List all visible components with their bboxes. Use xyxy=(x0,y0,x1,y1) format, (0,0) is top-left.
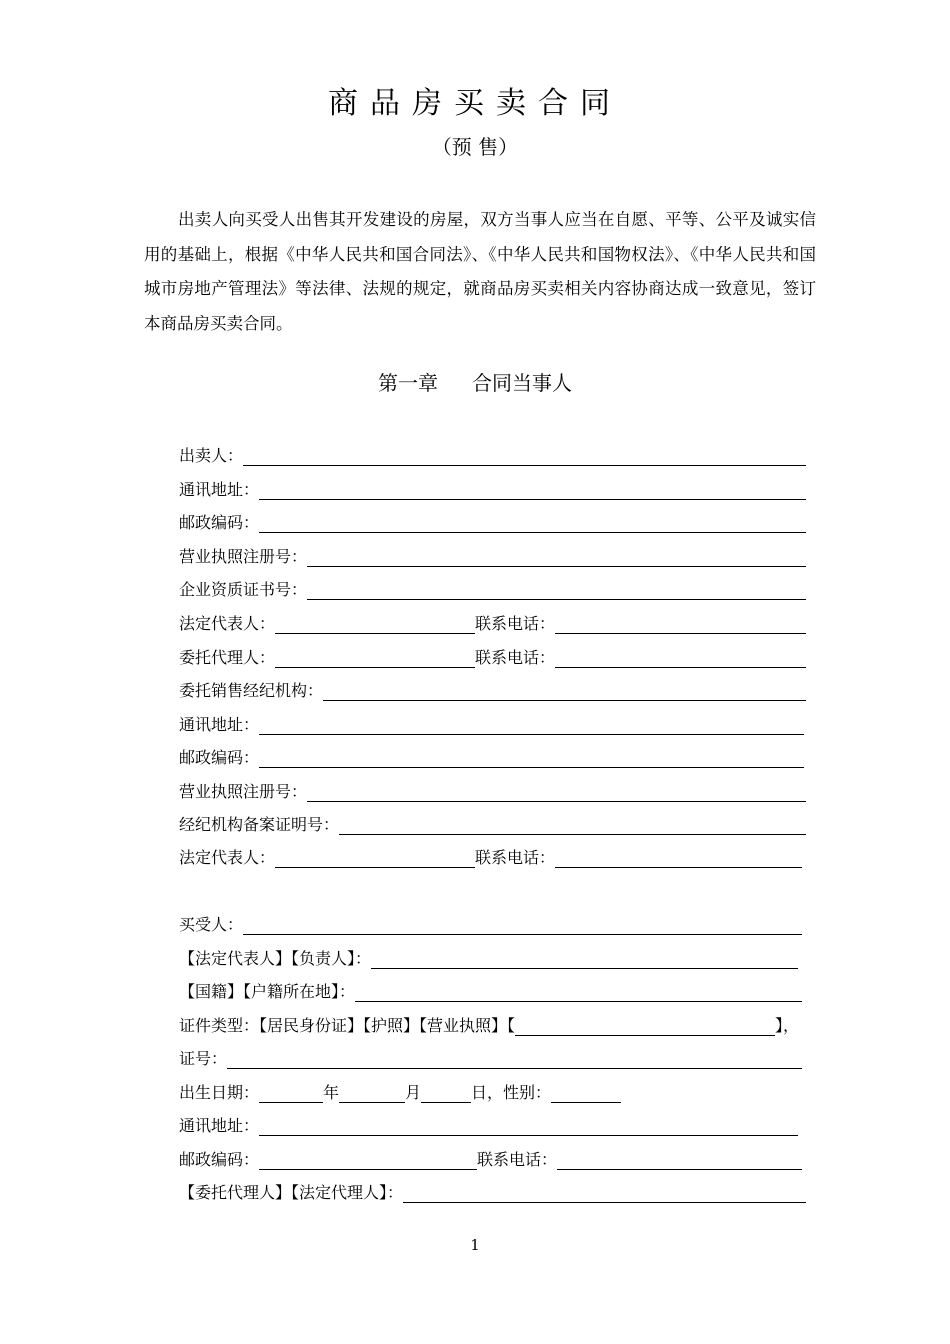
chapter-name: 合同当事人 xyxy=(472,371,572,395)
seller-postcode-label: 邮政编码： xyxy=(179,513,260,532)
page-title: 商品房买卖合同 xyxy=(328,86,622,121)
buyer-birth-row xyxy=(179,1081,621,1103)
broker-license-blank[interactable] xyxy=(307,783,806,802)
broker-blank[interactable] xyxy=(323,682,806,701)
seller-legal-rep-phone-label: 联系电话： xyxy=(475,614,556,633)
buyer-id-type-row xyxy=(179,1014,799,1036)
seller-address-label: 通讯地址： xyxy=(179,480,260,499)
birth-day-blank[interactable] xyxy=(421,1084,471,1103)
buyer-address-row xyxy=(179,1114,798,1136)
broker-legal-rep-blank[interactable] xyxy=(275,849,475,868)
seller-agent-phone-label: 联系电话： xyxy=(475,648,556,667)
seller-legal-rep-row xyxy=(179,612,806,634)
buyer-id-no-row xyxy=(179,1047,802,1069)
intro-paragraph: 出卖人向买受人出售其开发建设的房屋，双方当事人应当在自愿、平等、公平及诚实信用的基础上，根据《中华人民共和国合同法》、《中华人民共和国物权法》、《中华人民共和国城市房地产管理法》等法律、法规的规定，就商品房买卖相关内容协商达成一致意见，签订本商品房买卖合同。 xyxy=(144,210,816,333)
buyer-blank[interactable] xyxy=(243,916,802,935)
seller-qualification-row xyxy=(179,578,806,600)
buyer-birth-label: 出生日期： xyxy=(179,1083,260,1102)
broker-address-row xyxy=(179,713,804,735)
buyer-address-blank[interactable] xyxy=(259,1117,798,1136)
seller-agent-blank[interactable] xyxy=(275,649,475,668)
seller-qualification-label: 企业资质证书号： xyxy=(179,580,308,599)
seller-postcode-blank[interactable] xyxy=(259,514,806,533)
buyer-id-no-blank[interactable] xyxy=(227,1050,802,1069)
seller-agent-phone-blank[interactable] xyxy=(555,649,806,668)
birth-month-label: 月 xyxy=(405,1083,422,1102)
birth-year-label: 年 xyxy=(323,1083,340,1102)
buyer-id-type-end: 】， xyxy=(774,1016,799,1035)
buyer-id-type-label: 证件类型：【居民身份证】【护照】【营业执照】【 xyxy=(179,1016,516,1035)
seller-postcode-row xyxy=(179,511,806,533)
buyer-id-type-blank[interactable] xyxy=(515,1017,775,1036)
page-number: 1 xyxy=(470,1236,480,1254)
broker-row xyxy=(179,679,806,701)
broker-postcode-blank[interactable] xyxy=(259,749,804,768)
seller-license-blank[interactable] xyxy=(307,548,806,567)
seller-license-label: 营业执照注册号： xyxy=(179,547,308,566)
broker-legal-rep-label: 法定代表人： xyxy=(179,848,276,867)
page-subtitle: （预 售） xyxy=(431,135,519,159)
seller-legal-rep-blank[interactable] xyxy=(275,615,475,634)
buyer-phone-blank[interactable] xyxy=(557,1151,802,1170)
buyer-rep-label: 【法定代表人】【负责人】： xyxy=(179,949,372,968)
birth-year-blank[interactable] xyxy=(259,1084,323,1103)
buyer-label: 买受人： xyxy=(179,915,244,934)
seller-agent-row xyxy=(179,646,806,668)
seller-license-row xyxy=(179,545,806,567)
buyer-nationality-label: 【国籍】【户籍所在地】： xyxy=(179,982,356,1001)
seller-row xyxy=(179,444,806,466)
buyer-rep-blank[interactable] xyxy=(371,950,798,969)
chapter-number: 第一章 xyxy=(378,371,438,395)
broker-filing-blank[interactable] xyxy=(339,816,806,835)
seller-address-row xyxy=(179,478,806,500)
buyer-agent-label: 【委托代理人】【法定代理人】： xyxy=(179,1183,404,1202)
broker-legal-rep-phone-label: 联系电话： xyxy=(475,848,556,867)
buyer-phone-label: 联系电话： xyxy=(477,1150,558,1169)
broker-license-row xyxy=(179,780,806,802)
broker-address-label: 通讯地址： xyxy=(179,715,260,734)
gender-blank[interactable] xyxy=(551,1084,621,1103)
buyer-postcode-label: 邮政编码： xyxy=(179,1150,260,1169)
broker-postcode-label: 邮政编码： xyxy=(179,748,260,767)
broker-label: 委托销售经纪机构： xyxy=(179,681,324,700)
buyer-postcode-row xyxy=(179,1148,802,1170)
broker-license-label: 营业执照注册号： xyxy=(179,782,308,801)
broker-address-blank[interactable] xyxy=(259,716,804,735)
seller-address-blank[interactable] xyxy=(259,481,806,500)
broker-postcode-row xyxy=(179,746,804,768)
buyer-nationality-row xyxy=(179,980,802,1002)
buyer-postcode-blank[interactable] xyxy=(259,1151,477,1170)
buyer-id-no-label: 证号： xyxy=(179,1049,228,1068)
seller-qualification-blank[interactable] xyxy=(307,581,806,600)
buyer-nationality-blank[interactable] xyxy=(355,983,802,1002)
broker-filing-row xyxy=(179,813,806,835)
buyer-row xyxy=(179,913,802,935)
birth-day-gender-label: 日，性别： xyxy=(471,1083,552,1102)
buyer-rep-row xyxy=(179,947,798,969)
seller-legal-rep-phone-blank[interactable] xyxy=(555,615,806,634)
chapter-heading xyxy=(0,368,950,398)
seller-legal-rep-label: 法定代表人： xyxy=(179,614,276,633)
broker-legal-rep-phone-blank[interactable] xyxy=(555,849,802,868)
seller-blank[interactable] xyxy=(243,447,806,466)
broker-filing-label: 经纪机构备案证明号： xyxy=(179,815,340,834)
buyer-address-label: 通讯地址： xyxy=(179,1116,260,1135)
seller-label: 出卖人： xyxy=(179,446,244,465)
broker-legal-rep-row xyxy=(179,846,802,868)
buyer-agent-blank[interactable] xyxy=(403,1184,806,1203)
birth-month-blank[interactable] xyxy=(339,1084,405,1103)
seller-agent-label: 委托代理人： xyxy=(179,648,276,667)
buyer-agent-row xyxy=(179,1181,806,1203)
